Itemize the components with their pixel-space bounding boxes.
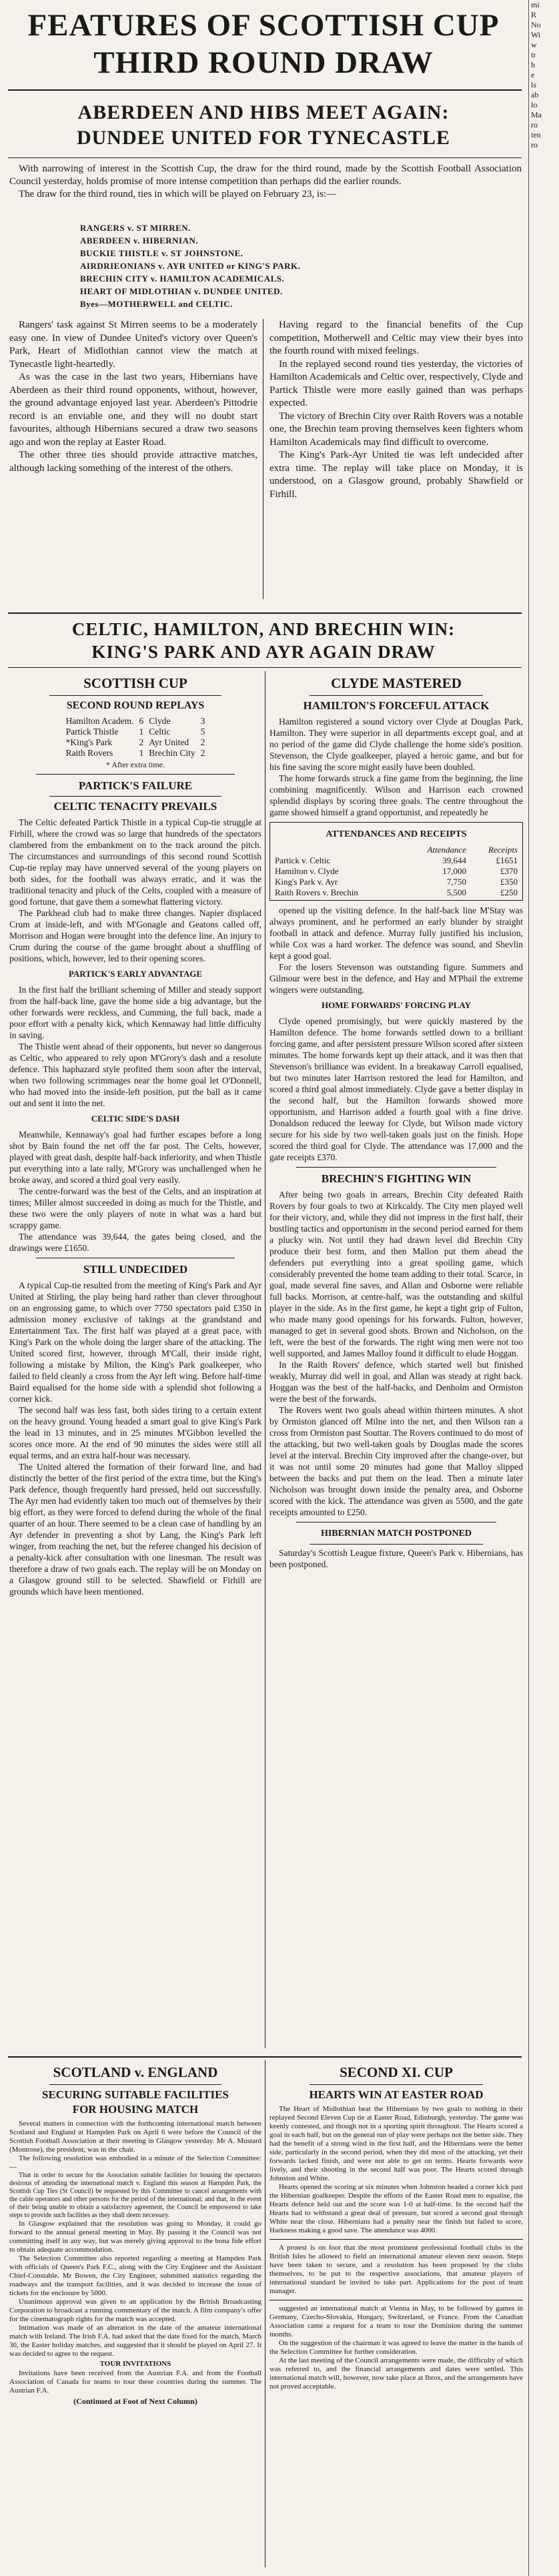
- paragraph: A typical Cup-tie resulted from the meeting of King's Park and Ayr United at Stirling, the play being hard rather than clever throughout on an engrossing game, to which over 7750 spectators paid £350 in admission money exclusive of takings at the grandstand and Entertainment Tax. The first half was played at a great pace, with King's Park on the whole doing the larger share of the attacking. The United scored first, however, through M'Call, their inside right, following a mistake by Milton, the King's Park goalkeeper, who failed to field cleanly a cross from the Ayr left wing. Before half-time Baird equalised for the home side with a splendid shot following a corner kick.: [9, 1280, 261, 1404]
- paragraph: The victory of Brechin City over Raith Rovers was a notable one, the Brechin team proving themselves keen fighters whom Hamilton Academicals may find difficult to overcome.: [269, 410, 523, 448]
- paragraph: As was the case in the last two years, Hibernians have Aberdeen as their third round opponents, without, however, the ground advantage enjoyed last year. Aberdeen's Pittodrie record is an enviable one, and they will no doubt start favourites, although Hibernians secured a draw two seasons ago and won the replay at Easter Road.: [9, 372, 257, 448]
- attendance-cell: 5,500: [446, 887, 466, 897]
- paragraph: The Thistle went ahead of their opponents, but never so dangerous as Celtic, who appeared to rely upon M'Grory's dash and a resolute defence. This haphazard style profited them soon after the interval, when two following scrimmages near the home goal let O'Donnell, who had moved into the inside-left position, put the ball as it came out and sent it into the net.: [9, 1041, 261, 1108]
- scottish-cup-title: SCOTTISH CUP: [83, 675, 187, 691]
- divider: [296, 1522, 496, 1523]
- paragraph: In the first half the brilliant scheming of Miller and steady support from the half-back line, gave the home side a big advantage, but the other forwards were reckless, and Cumming, the full back, made a poor effort with a penalty kick, which Kennaway had little difficulty in saving.: [9, 985, 261, 1040]
- table-row: [63, 748, 208, 759]
- paragraph: In Glasgow explained that the resolution was going to Monday, it could go forward to the annual general meeting in May. By passing it the Council was not committing itself in any way, but was merely giving approval to the bona fide effort to obtain adequate accommodation.: [9, 2220, 261, 2254]
- divider: [36, 774, 235, 775]
- still-undecided-title: STILL UNDECIDED: [83, 1263, 188, 1276]
- paragraph: The Rovers went two goals ahead within thirteen minutes. A shot by Ormiston glanced off Milne into the net, and then Wilson ran a cross from Ormiston past Souttar. The Rovers continued to do most of the attacking, but two well-taken goals by Douglas made the scores level at the interval. Brechin City improved after the change-over, but it was not until some 20 minutes had gone that Malloy slipped between the backs and put them on the lead. Then a minute later Nicholson was brought down inside the penalty area, and Osborne scored with the kick. The attendance was given as 5500, and the gate receipts amounted to £250.: [269, 1405, 523, 1517]
- second-headline-line-1: CELTIC, HAMILTON, AND BRECHIN WIN:: [71, 619, 456, 639]
- attendance-cell: 7,750: [446, 877, 466, 887]
- away-score: 3: [200, 716, 205, 726]
- divider: [49, 796, 221, 797]
- paragraph: The Celtic defeated Partick Thistle in a typical Cup-tie struggle at Firhill, where the crowd was so large that hundreds of the spectators clambered from the embankment on to the track around the pitch. The circumstances and surroundings of this second round Scottish Cup-tie replay may have unnerved several of the young players on both sides, for the football was always erratic, and it was the traditional tenacity and pluck of the Celts, coupled with a measure of good fortune, that gave them a somewhat flattering victory.: [9, 817, 261, 907]
- paragraph: The other three ties should provide attractive matches, although lacking something of the interest of the others.: [9, 450, 257, 474]
- paragraph: Having regard to the financial benefits of the Cup competition, Motherwell and Celtic may view their byes into the fourth round with mixed feelings.: [269, 320, 523, 356]
- paragraph: The centre-forward was the best of the Celts, and an inspiration at times; Miller almost succeeded in doing as much for the Thistle, and these two were the only players of note in what was a hard but scrappy game.: [9, 1186, 261, 1230]
- home-forwards-title: HOME FORWARDS' FORCING PLAY: [321, 1000, 472, 1010]
- paragraph: For the losers Stevenson was outstanding figure. Summers and Gilmour were best in the defence, and Hay and M'Phail the extreme wingers were outstanding.: [269, 962, 523, 995]
- paragraph: Saturday's Scottish League fixture, Queen's Park v. Hibernians, has been postponed.: [269, 1548, 523, 1569]
- paragraph: The Selection Committee also reported regarding a meeting at Hampden Park with officials of Queen's Park F.C., along with the City Engineer and the Assistant Chief-Constable. Mr Bowen, the City Engineer, submitted statistics regarding the roadways and the transport facilities, and it was decided to increase the issue of tickets for the enclosure by 5000.: [9, 2254, 261, 2297]
- paragraph: Meanwhile, Kennaway's goal had further escapes before a long shot by Bain found the net off the far post. The Celts, however, played with great dash, despite half-back inferiority, and when Thistle put everything into a late rally, M'Grory was unchallenged when he broke away, and scored a third goal very easily.: [9, 1130, 261, 1185]
- table-row: [63, 737, 208, 748]
- paragraph: The Parkhead club had to make three changes. Napier displaced Crum at inside-left, and with M'Gonagle and Geatons called off, Morrison and Hogan were brought into the defence line. An injury to Crum during the course of the game brought about a shuffling of positions, which, however, led to their opening scores.: [9, 908, 261, 963]
- second-headline-line-2: KING'S PARK AND AYR AGAIN DRAW: [91, 642, 436, 662]
- receipts-cell: £250: [500, 887, 518, 897]
- scotland-england-sub-2: FOR HOUSING MATCH: [72, 2103, 199, 2116]
- home-team: Hamilton Academ.: [65, 716, 134, 726]
- scotland-england-sub-1: SECURING SUITABLE FACILITIES: [42, 2088, 229, 2101]
- home-score: 1: [139, 748, 144, 758]
- draw-item: BRECHIN CITY v. HAMILTON ACADEMICALS.: [80, 274, 285, 284]
- fragment-line: e: [531, 70, 535, 79]
- second-xi-subtitle: HEARTS WIN AT EASTER ROAD: [309, 2088, 484, 2101]
- results-table: [63, 716, 208, 759]
- replays-title: SECOND ROUND REPLAYS: [66, 700, 205, 711]
- home-score: 2: [139, 737, 144, 747]
- home-team: Raith Rovers: [65, 748, 113, 758]
- fragment-line: ro: [531, 140, 538, 149]
- paragraph: opened up the visiting defence. In the half-back line M'Stay was always prominent, and he performed an early blunder by straight football in attack and defence. Murray fully justified his inclusion, while Cox was a hard worker. The defence was sound, and Shevlin kept a good goal.: [269, 905, 523, 961]
- continued-note: (Continued at Foot of Next Column): [73, 2397, 197, 2406]
- draw-list: [80, 222, 480, 310]
- paragraph: On the suggestion of the chairman it was agreed to leave the matter in the hands of the Selection Committee for further consideration.: [269, 2339, 523, 2356]
- divider: [310, 695, 483, 696]
- section-rule: [8, 612, 522, 614]
- paragraph: The attendance was 39,644, the gates being closed, and the drawings were £1650.: [9, 1232, 261, 1253]
- match-cell: Raith Rovers v. Brechin: [275, 887, 358, 897]
- scotland-england-title: SCOTLAND v. ENGLAND: [53, 2064, 218, 2080]
- home-team: *King's Park: [65, 737, 113, 747]
- tour-title: TOUR INVITATIONS: [99, 2360, 171, 2368]
- second-xi-column: [269, 2063, 523, 2391]
- fragment-line: lo: [531, 100, 538, 109]
- paragraph: Hearts opened the scoring at six minutes when Johnston headed a corner kick past the Hibernian goalkeeper. Despite the efforts of the Easter Road men to equalise, the Hearts defence held out and the score was 1-0 at half-time. In the second half the Hearts had to withstand a great deal of pressure, but scored a second goal through White near the close. Hibernians had a penalty near the finish but failed to score, Harkness making a good save. The attendance was 4000.: [269, 2183, 523, 2234]
- fragment-line: ten: [531, 130, 541, 139]
- paragraph: Clyde opened promisingly, but were quickly mastered by the Hamilton defence. The home forwards settled down to a brilliant forcing game, and after persistent pressure Wilson scored after sixteen minutes. The home forwards kept up their attack, and it was then that Stevenson's brilliance was evident. In a breakaway Carroll equalised, but two minutes later Harrison restored the lead for Hamilton, and scored a third goal almost immediately. Clyde gave a better display in the second half, but the Hamilton forwards showed more opportunism, and Harrison added a fourth goal with a fine drive. Donaldson reduced the leeway for Clyde, but Wilson made victory secure for his side by two well-taken goals just on the finish. Hope scored the third goal for Clyde. The attendance was 17,000 and the gate receipts £370.: [269, 1016, 523, 1162]
- fragment-line: h: [531, 60, 535, 69]
- away-team: Clyde: [149, 716, 171, 726]
- away-team: Celtic: [149, 727, 171, 737]
- table-row: [272, 845, 520, 855]
- divider: [49, 2084, 221, 2085]
- fragment-line: w: [531, 40, 537, 49]
- receipts-cell: £350: [500, 877, 518, 887]
- paragraph: In the Raith Rovers' defence, which started well but finished weakly, Murray did well in goal, and Allan was steady at right back. Hoggan was the best of the half-backs, and Denholm and Ormiston were the best of the forwards.: [269, 1360, 523, 1404]
- home-score: 1: [139, 727, 144, 737]
- clyde-column: [269, 674, 523, 1570]
- receipts-cell: £1651: [496, 855, 518, 865]
- draw-item: RANGERS v. ST MIRREN.: [80, 223, 191, 233]
- fragment-line: R: [531, 10, 537, 19]
- clyde-subtitle: HAMILTON'S FORCEFUL ATTACK: [303, 699, 490, 712]
- home-score: 6: [139, 716, 144, 726]
- attendance-table: [272, 845, 520, 898]
- draw-item: ABERDEEN v. HIBERNIAN.: [80, 236, 199, 246]
- paragraph: Rangers' task against St Mirren seems to be a moderately easy one. In view of Dundee United's victory over Queen's Park, Heart of Midlothian cannot view the match at Tynecastle light-heartedly.: [9, 320, 257, 370]
- section-rule: [8, 2056, 522, 2058]
- paragraph: The second half was less fast, both sides tiring to a certain extent on the heavy ground. Young headed a smart goal to give King's Park the lead in 13 minutes, and in 25 minutes M'Gibbon levelled the scores once more. At the end of 90 minutes the sides were still all equal terms, and an extra half-hour was necessary.: [9, 1405, 261, 1460]
- headline-block: [0, 7, 527, 81]
- draw-item: HEART OF MIDLOTHIAN v. DUNDEE UNITED.: [80, 286, 283, 296]
- paragraph: The following resolution was embodied in a minute of the Selection Committee:—: [9, 2154, 261, 2171]
- paragraph: That in order to secure for the Association suitable facilities for housing the spectators desirous of attending the international match v. England this season at Hampden Park, the Scottish Cup Ties (St Council) be requested by this Committee to cancel arrangements with the cable operators and other persons for the period of the international; and that, in the event of their being unable to obtain a satisfactory agreement, the Council be empowered to take steps to provide such facilities as they shall deem necessary.: [9, 2172, 261, 2219]
- paragraph: Several matters in connection with the forthcoming international match between Scotland and England at Hampden Park on April 6 were before the Council of the Scottish Football Association at their meeting in Glasgow yesterday. Mr A. Mustard (Montrose), the president, was in the chair.: [9, 2120, 261, 2154]
- second-xi-title: SECOND XI. CUP: [340, 2064, 453, 2080]
- away-score: 5: [200, 727, 205, 737]
- section-rule: [8, 667, 522, 668]
- away-score: 2: [200, 737, 205, 747]
- paragraph: The King's Park-Ayr United tie was left undecided after extra time. The replay will take place on Monday, it is understood, on a Glasgow ground, probably Shawfield or Firhill.: [269, 450, 523, 500]
- intro-text: [9, 163, 522, 201]
- draw-item: Byes—MOTHERWELL and CELTIC.: [80, 299, 233, 309]
- match-cell: Hamilton v. Clyde: [275, 866, 339, 876]
- headline-line-1: FEATURES OF SCOTTISH CUP: [27, 8, 500, 43]
- paragraph: Invitations have been received from the Austrian F.A. and from the Football Association of Canada for teams to tour these countries during the summer. The Austrian F.A.: [9, 2369, 261, 2395]
- draw-comment-left: [9, 319, 257, 475]
- table-row: [63, 716, 208, 727]
- second-headline: [0, 618, 527, 663]
- divider: [49, 695, 221, 696]
- fragment-line: mi: [531, 0, 540, 9]
- away-score: 2: [200, 748, 205, 758]
- attendance-title: ATTENDANCES AND RECEIPTS: [326, 829, 467, 839]
- divider: [296, 1167, 496, 1168]
- intro-paragraph: With narrowing of interest in the Scottish Cup, the draw for the third round, made by the Scottish Football Association Council yesterday, holds promise of more intense competition than perhaps did the earlier rounds.: [9, 163, 522, 187]
- attendance-cell: 17,000: [442, 866, 466, 876]
- scottish-cup-column: [9, 674, 261, 1597]
- draw-item: AIRDRIEONIANS v. AYR UNITED or KING'S PARK.: [80, 261, 301, 271]
- headline-rule: [8, 89, 522, 91]
- early-title: PARTICK'S EARLY ADVANTAGE: [68, 969, 203, 979]
- subhead-rule: [8, 157, 522, 158]
- hibs-title: HIBERNIAN MATCH POSTPONED: [320, 1529, 472, 1539]
- away-team: Ayr United: [149, 737, 189, 747]
- receipts-cell: £370: [500, 866, 518, 876]
- table-row: [272, 877, 520, 887]
- paragraph: The Heart of Midlothian beat the Hibernians by two goals to nothing in their replayed Second Eleven Cup tie at Easter Road, Edinburgh, yesterday. The game was keenly contested, and though not in a sporting spirit throughout. The Hearts scored a goal in each half, but on the general run of play were perhaps not the better side. They had the benefit of a strong wind in the first half, and the Hibernians were the better side, particularly in the second period, when they did most of the attacking, yet their forwards lacked finish, and were not able to get on terms. Hearts forwards were lively, and their shooting in the second half was poor. The Hearts scored through Johnston and White.: [269, 2105, 523, 2182]
- subhead-line-1: ABERDEEN AND HIBS MEET AGAIN:: [77, 101, 450, 123]
- fragment-line: Ma: [531, 110, 542, 119]
- subhead-block: [0, 100, 527, 151]
- fragment-line: tr: [531, 50, 536, 59]
- paragraph: At the last meeting of the Council arrangements were made, the difficulty of which was referred to, and the financial arrangements and dates were settled. This international match will, however, now take place at Ibrox, and the arrangements have not proved acceptable.: [269, 2356, 523, 2391]
- partick-subtitle: CELTIC TENACITY PREVAILS: [53, 800, 217, 813]
- divider: [269, 2239, 523, 2240]
- divider: [310, 2084, 483, 2085]
- column-header: Receipts: [488, 845, 518, 855]
- paragraph: Hamilton registered a sound victory over Clyde at Douglas Park, Hamilton. They were superior in all departments except goal, and at no period of the game did Clyde challenge the home side's position. Stevenson, the Clyde goalkeeper, played a heroic game, and but for his fine saving the score might easily have been doubled.: [269, 717, 523, 772]
- fragment-line: ro: [531, 120, 538, 129]
- table-row: [63, 727, 208, 737]
- draw-item: BUCKIE THISTLE v. ST JOHNSTONE.: [80, 248, 243, 258]
- subhead-line-2: DUNDEE UNITED FOR TYNECASTLE: [76, 127, 451, 149]
- paragraph: suggested an international match at Vienna in May, to be followed by games in Germany, Czecho-Slovakia, Hungary, Switzerland, or France. From the Canadian Association came a request for a team to tour the Dominion during the summer months.: [269, 2304, 523, 2338]
- attendance-box: [269, 822, 523, 901]
- home-team: Partick Thistle: [65, 727, 119, 737]
- headline-line-2: THIRD ROUND DRAW: [93, 45, 434, 80]
- paragraph: Intimation was made of an alteration in the date of the amateur international match with Ireland. The Irish F.A. had asked that the date fixed for the match, March 30, the Easter holiday matches, and suggested that it should be played on April 27. It was decided to agree to the request.: [9, 2324, 261, 2358]
- match-cell: Partick v. Celtic: [275, 855, 331, 865]
- paragraph: In the replayed second round ties yesterday, the victories of Hamilton Academicals and Celtic over, respectively, Clyde and Partick Thistle were more easily gained than was perhaps expected.: [269, 358, 523, 408]
- table-row: [272, 887, 520, 898]
- fragment-line: ls: [531, 80, 537, 89]
- match-cell: King's Park v. Ayr: [275, 877, 338, 887]
- paragraph: After being two goals in arrears, Brechin City defeated Raith Rovers by four goals to two at Kirkcaldy. The City men played well for their victory, and, while they did not impress in the first half, their bustling tactics and opportunism in the second period earned for them a plucky win. Not until they had drawn level did Brechin City produce their best form, and then Mallon put them ahead the defenders put everything into a great spoiling game, which considerably prevented the home team adding to their total. Scarce, in goal, made several fine saves, and Allan and Osborne were reliable full backs. Morrison, at centre-half, was the outstanding and skilful player in the side. As in the first game, he kept a tight grip of Fulton, who made many good openings for his forwards. Fulton, however, managed to get in several good shots. Brown and Nicholson, on the left, were the best of the forwards. The right wing men were not too well supported, and James Malloy found it difficult to elude Hoggan.: [269, 1190, 523, 1358]
- intro-paragraph: The draw for the third round, ties in which will be played on February 23, is:—: [19, 189, 337, 199]
- clyde-title: CLYDE MASTERED: [331, 675, 462, 691]
- table-row: [272, 866, 520, 877]
- paragraph: Unanimous approval was given to an application by the British Broadcasting Corporation to broadcast a running commentary of the match. A film company's offer for the cinematograph rights for the match was accepted.: [9, 2298, 261, 2323]
- table-row: [272, 855, 520, 866]
- brechin-title: BRECHIN'S FIGHTING WIN: [321, 1172, 472, 1185]
- away-team: Brechin City: [149, 748, 195, 758]
- paragraph: A protest is on foot that the most prominent professional football clubs in the British Isles be allowed to field an international amateur eleven next season. Steps have been taken to secure, and a resolution has been proposed by the clubs themselves, to be put to the respective associations, that amateur players of international standard be invited to take part. Applications for the post of team manager.: [269, 2244, 523, 2295]
- adjacent-column-fragment: [528, 0, 559, 2576]
- paragraph: The home forwards struck a fine game from the beginning, the line combining magnificently. Wilson and Harrison each crowned splendid displays by scoring three goals. The centre throughout the game showed himself a grand opportunist, and repeatedly he: [269, 773, 523, 817]
- attendance-cell: 39,644: [442, 855, 466, 865]
- column-header: Attendance: [427, 845, 466, 855]
- column-header: [272, 845, 404, 855]
- fragment-line: No: [531, 20, 541, 29]
- partick-title: PARTICK'S FAILURE: [78, 779, 193, 792]
- fragment-line: Wi: [531, 30, 541, 39]
- divider: [310, 1544, 483, 1545]
- dash-title: CELTIC SIDE'S DASH: [91, 1114, 180, 1124]
- fragment-line: ab: [531, 90, 539, 99]
- extra-time-note: * After extra time.: [106, 760, 165, 769]
- paragraph: The United altered the formation of their forward line, and had distinctly the better of the first period of the extra time, but the King's Park defence, though frequently hard pressed, held out successfully. The Ayr men had evidently taken too much out of themselves by their big effort, as they were forced to defend during the whole of the final quarter of an hour. There seemed to be a clean case of handling by an Ayr defender in preventing a shot by Lang, the King's Park left winger, from reaching the net, but the referee changed his decision of a penalty-kick after consultation with one linesman. The result was therefore a draw of two goals each. The replay will be on Monday on a Glasgow ground still to be selected. Shawfield or Firhill are grounds which have been mentioned.: [9, 1462, 261, 1597]
- draw-comment-right: [269, 319, 523, 501]
- scotland-england-column: [9, 2063, 261, 2407]
